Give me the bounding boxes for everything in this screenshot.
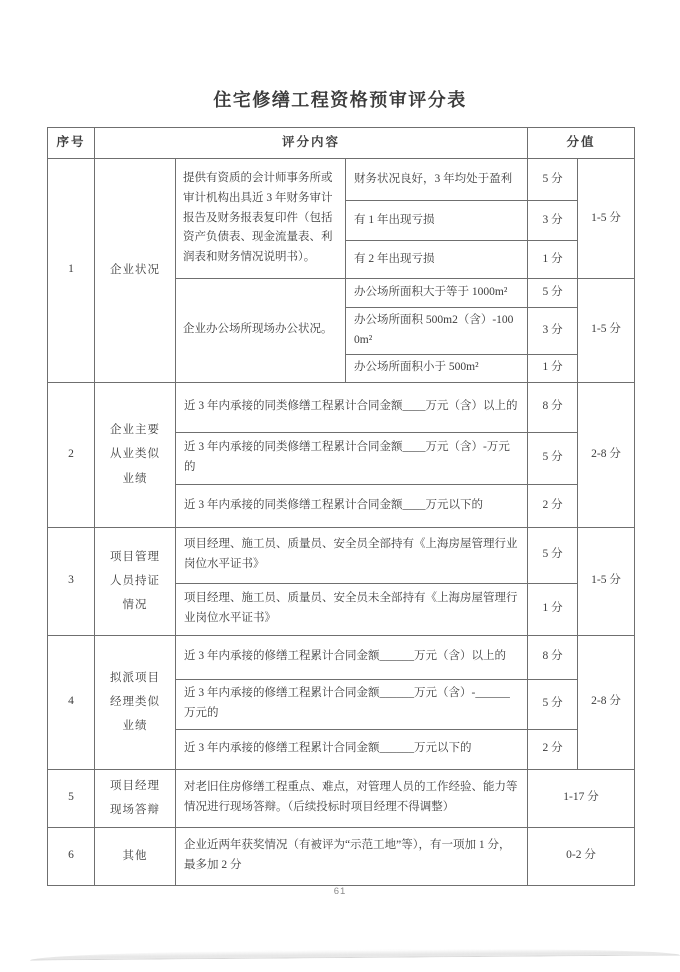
cell-criteria: 近 3 年内承接的修缮工程累计合同金额______万元（含）以上的	[176, 635, 528, 679]
cell-score: 3 分	[528, 308, 578, 355]
cell-score-range: 1-5 分	[578, 279, 635, 383]
cell-criteria: 近 3 年内承接的修缮工程累计合同金额______万元以下的	[176, 729, 528, 769]
cell-criteria: 项目经理、施工员、质量员、安全员全部持有《上海房屋管理行业岗位水平证书》	[176, 527, 528, 583]
cell-criteria: 对老旧住房修缮工程重点、难点，对管理人员的工作经验、能力等情况进行现场答辩。（后续投标时项目经理不得调整）	[176, 769, 528, 827]
cell-score: 5 分	[528, 527, 578, 583]
cell-category: 企业状况	[95, 159, 176, 383]
cell-criteria: 近 3 年内承接的同类修缮工程累计合同金额____万元（含）以上的	[176, 382, 528, 432]
cell-criteria: 财务状况良好，3 年均处于盈利	[346, 159, 528, 201]
cell-criteria: 项目经理、施工员、质量员、安全员未全部持有《上海房屋管理行业岗位水平证书》	[176, 583, 528, 635]
header-content: 评分内容	[95, 128, 528, 159]
cell-criteria: 近 3 年内承接的同类修缮工程累计合同金额____万元以下的	[176, 484, 528, 527]
cell-criteria: 有 1 年出现亏损	[346, 201, 528, 241]
cell-category: 其他	[95, 827, 176, 885]
table-row	[48, 382, 635, 432]
cell-description: 企业办公场所现场办公状况。	[176, 279, 346, 383]
cell-score: 1 分	[528, 583, 578, 635]
cell-score: 2 分	[528, 729, 578, 769]
cell-score: 1 分	[528, 241, 578, 279]
cell-score-range: 1-5 分	[578, 159, 635, 279]
cell-no: 6	[48, 827, 95, 885]
cell-criteria: 近 3 年内承接的同类修缮工程累计合同金额____万元（含）-万元的	[176, 432, 528, 484]
cell-score: 5 分	[528, 432, 578, 484]
cell-score-range: 1-5 分	[578, 527, 635, 635]
cell-no: 2	[48, 382, 95, 527]
cell-score-range: 2-8 分	[578, 382, 635, 527]
cell-score: 8 分	[528, 635, 578, 679]
cell-criteria: 近 3 年内承接的修缮工程累计合同金额______万元（含）-______万元的	[176, 679, 528, 729]
cell-no: 3	[48, 527, 95, 635]
cell-criteria: 企业近两年获奖情况（有被评为“示范工地”等），有一项加 1 分，最多加 2 分	[176, 827, 528, 885]
cell-score: 5 分	[528, 279, 578, 308]
table-row	[48, 769, 635, 827]
cell-category: 企业主要从业类似业绩	[95, 382, 176, 527]
cell-criteria: 办公场所面积大于等于 1000m²	[346, 279, 528, 308]
cell-no: 4	[48, 635, 95, 769]
cell-score: 8 分	[528, 382, 578, 432]
header-score: 分值	[528, 128, 635, 159]
cell-no: 1	[48, 159, 95, 383]
table-row	[48, 159, 635, 201]
page-title: 住宅修缮工程资格预审评分表	[213, 90, 467, 110]
cell-score: 1 分	[528, 354, 578, 382]
cell-score-range: 2-8 分	[578, 635, 635, 769]
scan-edge-shadow	[30, 947, 680, 960]
table-row	[48, 827, 635, 885]
cell-score: 0-2 分	[528, 827, 635, 885]
cell-no: 5	[48, 769, 95, 827]
page-number: 61	[333, 886, 347, 897]
cell-criteria: 办公场所面积 500m2（含）-1000m²	[346, 308, 528, 355]
cell-criteria: 有 2 年出现亏损	[346, 241, 528, 279]
cell-score: 1-17 分	[528, 769, 635, 827]
table-row	[48, 527, 635, 583]
cell-category: 拟派项目经理类似业绩	[95, 635, 176, 769]
cell-description: 提供有资质的会计师事务所或审计机构出具近 3 年财务审计报告及财务报表复印件（包括资产负债表、现金流量表、利润表和财务情况说明书）。	[176, 159, 346, 279]
cell-score: 5 分	[528, 679, 578, 729]
table-row	[48, 635, 635, 679]
cell-score: 3 分	[528, 201, 578, 241]
cell-criteria: 办公场所面积小于 500m²	[346, 354, 528, 382]
cell-score: 2 分	[528, 484, 578, 527]
cell-category: 项目经理现场答辩	[95, 769, 176, 827]
header-no: 序号	[48, 128, 95, 159]
cell-score: 5 分	[528, 159, 578, 201]
table-header-row	[48, 128, 635, 159]
cell-category: 项目管理人员持证情况	[95, 527, 176, 635]
scoring-table	[47, 127, 635, 886]
